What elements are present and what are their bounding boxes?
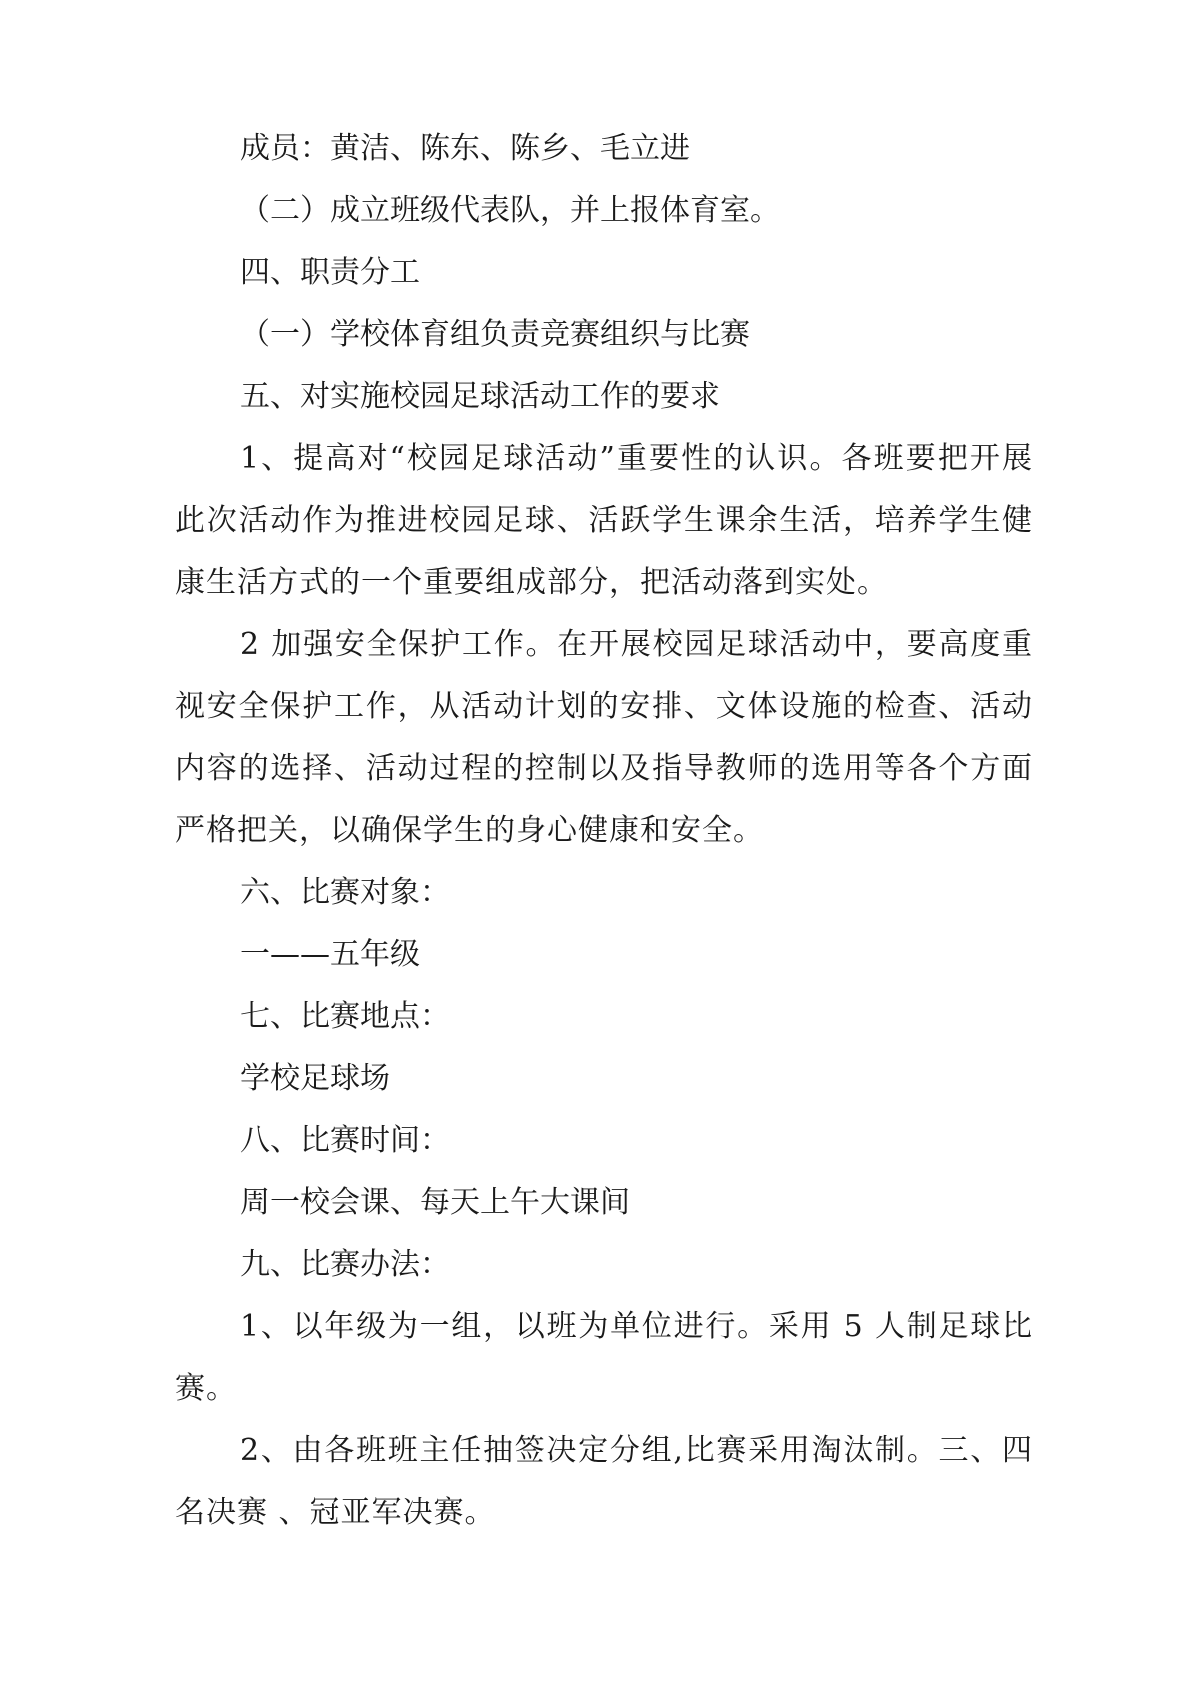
section-seven-value: 学校足球场 <box>240 1061 390 1096</box>
section-nine-paragraph-2: 2、由各班班主任抽签决定分组,比赛采用淘汰制。三、四名决赛 、冠亚军决赛。 <box>175 1433 1033 1530</box>
members-line: 成员：黄洁、陈东、陈乡、毛立进 <box>240 131 690 166</box>
section-four-heading: 四、职责分工 <box>240 255 420 290</box>
section-nine-paragraph-1: 1、以年级为一组，以班为单位进行。采用 5 人制足球比赛。 <box>175 1309 1033 1406</box>
subsection-two: （二）成立班级代表队，并上报体育室。 <box>240 193 780 228</box>
section-eight-value: 周一校会课、每天上午大课间 <box>240 1185 630 1220</box>
section-five-paragraph-1: 1、提高对“校园足球活动”重要性的认识。各班要把开展此次活动作为推进校园足球、活跃学生课余生活，培养学生健康生活方式的一个重要组成部分，把活动落到实处。 <box>175 441 1033 600</box>
section-six-value: 一——五年级 <box>240 937 420 972</box>
section-eight-heading: 八、比赛时间： <box>240 1123 450 1158</box>
document-body <box>175 118 1033 1544</box>
section-four-item-one: （一）学校体育组负责竞赛组织与比赛 <box>240 317 750 352</box>
section-nine-heading: 九、比赛办法： <box>240 1247 450 1282</box>
section-five-paragraph-2: 2 加强安全保护工作。在开展校园足球活动中，要高度重视安全保护工作，从活动计划的安排、文体设施的检查、活动内容的选择、活动过程的控制以及指导教师的选用等各个方面严格把关，以确保学生的身心健康和安全。 <box>175 627 1033 848</box>
section-seven-heading: 七、比赛地点： <box>240 999 450 1034</box>
section-five-heading: 五、对实施校园足球活动工作的要求 <box>240 379 720 414</box>
section-six-heading: 六、比赛对象： <box>240 875 450 910</box>
